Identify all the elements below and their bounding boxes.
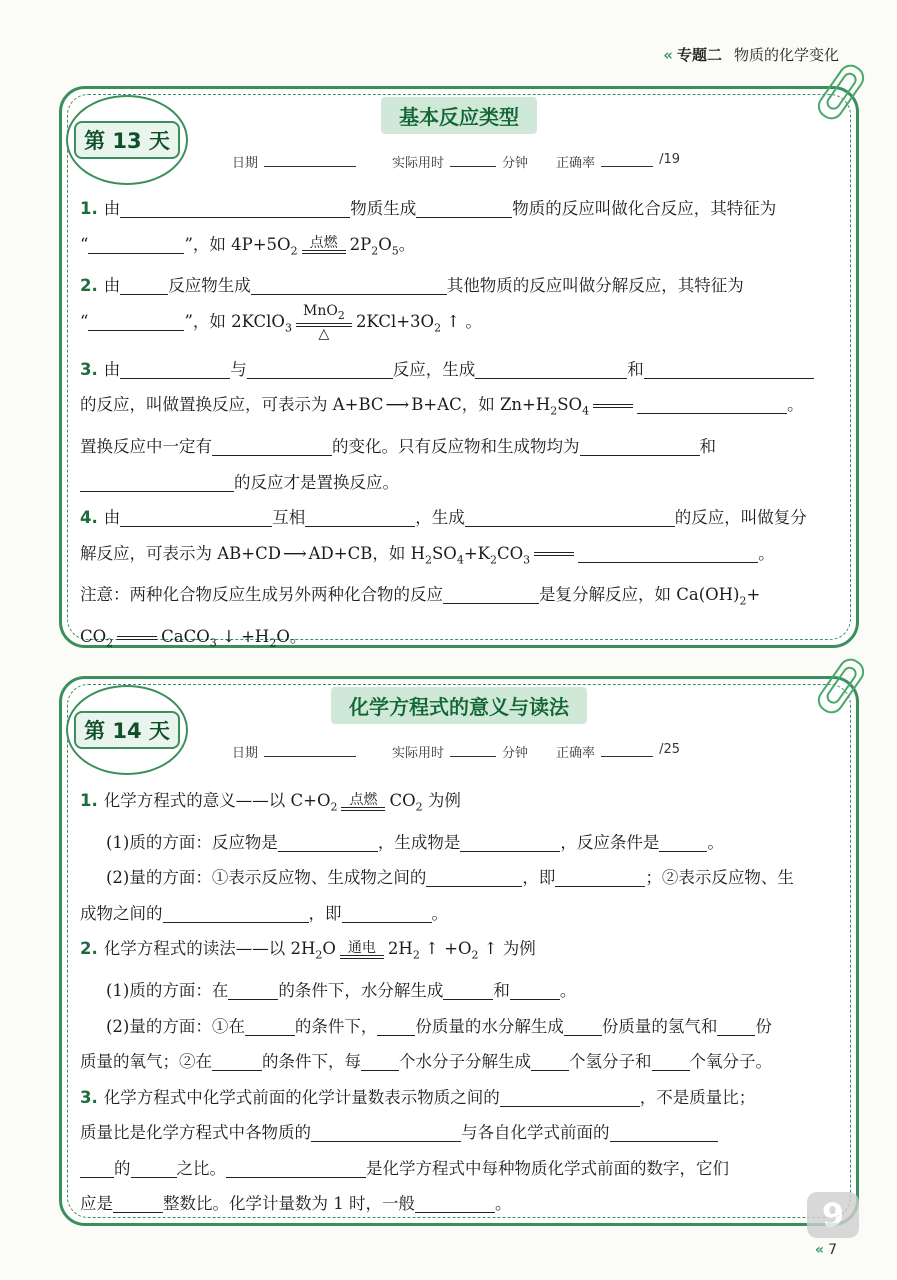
text: 个氧分子。 xyxy=(689,1052,772,1072)
question-3 xyxy=(80,1080,842,1116)
text: 整数比。化学计量数为 1 时，一般 xyxy=(163,1194,415,1214)
text: ”，如 4P+5O xyxy=(184,234,291,254)
accuracy-label: 正确率 xyxy=(556,746,596,761)
answer-blank[interactable] xyxy=(311,1123,461,1142)
answer-blank[interactable] xyxy=(131,1159,177,1178)
answer-blank[interactable] xyxy=(120,360,230,379)
text: 化学方程式的意义——以 C+O xyxy=(103,791,331,810)
subscript: 2 xyxy=(337,308,345,322)
minutes-label: 分钟 xyxy=(502,156,529,171)
text: “ xyxy=(80,234,89,254)
section-title: 基本反应类型 xyxy=(381,97,537,134)
answer-blank[interactable] xyxy=(610,1123,718,1142)
question-number: 3. xyxy=(80,1087,98,1107)
equals-sign xyxy=(117,636,157,640)
text: ，即 xyxy=(522,868,556,888)
question-number: 1. xyxy=(80,199,98,218)
answer-blank[interactable] xyxy=(120,276,168,295)
answer-blank[interactable] xyxy=(443,585,539,604)
subscript: 4 xyxy=(456,552,464,566)
reaction-condition: 点燃 xyxy=(309,235,338,251)
answer-blank[interactable] xyxy=(80,1159,114,1178)
equals-sign xyxy=(534,552,574,556)
question-1-line-2 xyxy=(80,825,842,861)
subscript: 2 xyxy=(424,552,432,566)
reaction-condition: 通电 xyxy=(347,939,376,956)
answer-blank[interactable] xyxy=(555,868,645,887)
double-chevron-icon: « xyxy=(815,1242,825,1258)
question-4 xyxy=(80,500,842,536)
reaction-equals xyxy=(341,793,385,811)
text: 互相 xyxy=(272,508,306,528)
text: 的条件下， xyxy=(294,1016,378,1036)
answer-blank[interactable] xyxy=(228,981,278,1000)
text: (1)质的方面：反应物是 xyxy=(106,832,278,852)
text: 和 xyxy=(493,981,510,1001)
text: 的变化。只有反应物和生成物均为 xyxy=(332,437,580,457)
text: 是化学方程式中每种物质化学式前面的数字，它们 xyxy=(366,1158,729,1178)
answer-blank[interactable] xyxy=(580,437,700,456)
question-2 xyxy=(80,268,842,304)
text: 个氢分子和 xyxy=(569,1052,652,1072)
text: ，即 xyxy=(308,903,342,923)
text: 的条件下，每 xyxy=(262,1052,361,1072)
reaction-equals xyxy=(340,941,384,959)
text: 置换反应中一定有 xyxy=(80,437,212,457)
answer-blank[interactable] xyxy=(659,833,707,852)
text: 。 xyxy=(787,395,804,415)
answer-blank[interactable] xyxy=(637,395,787,414)
question-number: 2. xyxy=(80,939,98,959)
text: ，不是质量比； xyxy=(639,1087,756,1107)
answer-blank[interactable] xyxy=(113,1194,163,1213)
subscript: 2 xyxy=(269,636,277,650)
subscript: 2 xyxy=(489,552,497,566)
question-3-line-4 xyxy=(80,1186,842,1222)
text: 的条件下，水分解生成 xyxy=(278,981,444,1001)
question-3-line-2 xyxy=(80,387,842,429)
text: ”，如 2KClO xyxy=(184,311,285,331)
text: SO xyxy=(431,543,457,563)
subscript: 2 xyxy=(412,948,420,962)
time-used-label: 实际用时 xyxy=(392,746,445,761)
question-3-line-3 xyxy=(80,429,842,465)
accuracy-total: /19 xyxy=(659,152,680,167)
watermark-logo: 9 xyxy=(807,1192,859,1238)
answer-blank[interactable] xyxy=(510,981,560,1000)
text: SO xyxy=(557,395,583,415)
text: 。 xyxy=(707,832,724,852)
text: CO xyxy=(496,543,524,563)
text: 物质生成 xyxy=(350,199,417,218)
text: 的 xyxy=(114,1158,131,1178)
reaction-equals xyxy=(302,236,346,254)
subscript: 2 xyxy=(330,800,338,814)
text: (1)质的方面：在 xyxy=(106,981,229,1001)
answer-blank[interactable] xyxy=(500,1088,640,1107)
time-blank[interactable] xyxy=(450,152,496,167)
answer-blank[interactable] xyxy=(305,508,415,527)
answer-blank[interactable] xyxy=(163,904,309,923)
question-1-line-2 xyxy=(80,227,842,269)
equals-sign xyxy=(593,404,633,408)
text: 2H xyxy=(387,939,413,959)
arrow-icon: ⟶ xyxy=(282,543,307,563)
answer-blank[interactable] xyxy=(120,199,350,218)
text: O。 xyxy=(276,627,307,647)
text: 个水分子分解生成 xyxy=(399,1052,531,1072)
answer-blank[interactable] xyxy=(278,833,378,852)
text: 质量的氧气；②在 xyxy=(80,1052,212,1072)
question-4-line-2 xyxy=(80,536,842,578)
question-2-line-2 xyxy=(80,304,842,352)
question-number: 2. xyxy=(80,276,98,296)
answer-blank[interactable] xyxy=(460,833,560,852)
text: 。 xyxy=(431,903,448,923)
answer-blank[interactable] xyxy=(531,1052,569,1071)
text: (2)量的方面：①在 xyxy=(106,1016,245,1036)
text: 化学方程式中化学式前面的化学计量数表示物质之间的 xyxy=(103,1087,500,1107)
answer-blank[interactable] xyxy=(443,981,493,1000)
text: 的反应，叫做置换反应，可表示为 A+BC xyxy=(80,395,384,415)
text: ↓ +H xyxy=(216,627,270,647)
meta-row xyxy=(232,742,680,761)
text: 与各自化学式前面的 xyxy=(461,1123,610,1143)
text: ，生成 xyxy=(415,508,465,528)
text: + xyxy=(746,585,761,605)
subscript: 2 xyxy=(371,243,379,257)
accuracy-total: /25 xyxy=(659,742,680,757)
section-title: 化学方程式的意义与读法 xyxy=(331,687,587,724)
text: 是复分解反应，如 Ca(OH) xyxy=(539,585,740,605)
page-number-value: 7 xyxy=(828,1242,837,1258)
text: 。 xyxy=(559,981,577,1001)
subscript: 2 xyxy=(315,948,323,962)
day-badge xyxy=(66,685,188,775)
question-2 xyxy=(80,931,842,973)
text: 化学方程式的读法——以 2H xyxy=(103,939,316,959)
text: CaCO xyxy=(161,627,210,647)
question-2-line-4 xyxy=(80,1044,842,1080)
answer-blank[interactable] xyxy=(212,437,332,456)
answer-blank[interactable] xyxy=(245,1017,295,1036)
text: 应是 xyxy=(80,1194,113,1214)
text: 其他物质的反应叫做分解反应，其特征为 xyxy=(446,276,744,296)
answer-blank[interactable] xyxy=(342,904,432,923)
subscript: 2 xyxy=(550,404,558,418)
text: 之比。 xyxy=(176,1158,226,1178)
text: 和 xyxy=(627,359,644,379)
topic-subtitle: 物质的化学变化 xyxy=(733,46,839,64)
text: CO xyxy=(80,627,107,647)
text: 份质量的水分解生成 xyxy=(415,1016,564,1036)
subscript: 2 xyxy=(739,594,747,608)
heat-symbol: △ xyxy=(318,325,330,342)
text: ↑ +O xyxy=(419,939,472,959)
text: 成物之间的 xyxy=(80,903,163,923)
subscript: 3 xyxy=(209,636,217,650)
text: 反应，生成 xyxy=(392,359,476,379)
topic-label: 专题二 xyxy=(676,46,722,64)
text: AD+CB，如 H xyxy=(308,543,425,563)
subscript: 2 xyxy=(434,321,442,335)
subscript: 3 xyxy=(523,552,531,566)
accuracy-blank[interactable] xyxy=(601,742,653,757)
answer-blank[interactable] xyxy=(644,360,814,379)
day-label: 第 14 天 xyxy=(74,711,180,749)
question-3 xyxy=(80,352,842,388)
double-chevron-icon: « xyxy=(663,45,671,64)
reaction-equals xyxy=(296,304,352,341)
answer-blank[interactable] xyxy=(88,235,184,254)
answer-blank[interactable] xyxy=(652,1052,690,1071)
page-number xyxy=(815,1242,837,1258)
subscript: 2 xyxy=(290,243,298,257)
date-blank[interactable] xyxy=(264,742,356,757)
text: 注意：两种化合物反应生成另外两种化合物的反应 xyxy=(80,585,443,605)
answer-blank[interactable] xyxy=(415,1194,495,1213)
text: 份 xyxy=(755,1016,772,1036)
answer-blank[interactable] xyxy=(88,312,184,331)
question-4-line-4 xyxy=(80,619,842,661)
text: 与 xyxy=(230,359,247,379)
answer-blank[interactable] xyxy=(251,276,447,295)
answer-blank[interactable] xyxy=(564,1017,602,1036)
answer-blank[interactable] xyxy=(426,868,522,887)
text: 由 xyxy=(103,199,121,218)
text: 由 xyxy=(103,508,121,528)
text: 的反应才是置换反应。 xyxy=(234,472,399,492)
reaction-condition: 点燃 xyxy=(349,791,378,808)
day-13-card xyxy=(59,86,859,648)
text: 份质量的氢气和 xyxy=(601,1016,718,1036)
text: 解反应，可表示为 AB+CD xyxy=(80,543,281,563)
questions xyxy=(80,783,842,1222)
answer-blank[interactable] xyxy=(247,360,393,379)
answer-blank[interactable] xyxy=(475,360,627,379)
text: B+AC，如 Zn+H xyxy=(411,395,551,415)
question-1 xyxy=(80,783,842,825)
text: +K xyxy=(463,543,490,563)
text: 。 xyxy=(758,543,775,563)
date-label: 日期 xyxy=(232,156,259,171)
text: ↑ 为例 xyxy=(478,939,536,959)
catalyst: MnO xyxy=(303,302,338,319)
answer-blank[interactable] xyxy=(717,1017,755,1036)
page-header xyxy=(663,44,839,65)
text: ；②表示反应物、生 xyxy=(645,868,794,888)
question-1-line-3 xyxy=(80,860,842,896)
date-label: 日期 xyxy=(232,746,259,761)
text: ↑ 。 xyxy=(441,311,482,331)
text: 。 xyxy=(398,234,416,254)
question-2-line-3 xyxy=(80,1009,842,1045)
answer-blank[interactable] xyxy=(80,473,234,492)
text: 的反应，叫做复分 xyxy=(674,508,807,528)
time-used-label: 实际用时 xyxy=(392,156,445,171)
question-3-line-3 xyxy=(80,1151,842,1187)
day-14-card xyxy=(59,676,859,1226)
text: ，生成物是 xyxy=(377,832,461,852)
minutes-label: 分钟 xyxy=(502,746,529,761)
answer-blank[interactable] xyxy=(416,199,512,218)
answer-blank[interactable] xyxy=(361,1052,399,1071)
time-blank[interactable] xyxy=(450,742,496,757)
day-badge xyxy=(66,95,188,185)
arrow-icon: ⟶ xyxy=(385,395,410,415)
date-blank[interactable] xyxy=(264,152,356,167)
answer-blank[interactable] xyxy=(226,1159,366,1178)
text: (2)量的方面：①表示反应物、生成物之间的 xyxy=(106,868,427,888)
text: “ xyxy=(80,311,89,331)
day-label: 第 13 天 xyxy=(74,121,180,159)
text: 由 xyxy=(103,359,121,379)
text: O xyxy=(378,234,392,254)
text: 。 xyxy=(495,1194,512,1214)
question-3-line-4 xyxy=(80,465,842,501)
question-3-line-2 xyxy=(80,1115,842,1151)
question-number: 4. xyxy=(80,508,98,528)
answer-blank[interactable] xyxy=(465,508,675,527)
question-number: 1. xyxy=(80,791,98,810)
answer-blank[interactable] xyxy=(120,508,272,527)
question-number: 3. xyxy=(80,359,98,379)
subscript: 5 xyxy=(391,243,399,257)
subscript: 2 xyxy=(471,948,479,962)
text: 物质的反应叫做化合反应，其特征为 xyxy=(512,199,777,218)
answer-blank[interactable] xyxy=(212,1052,262,1071)
question-1 xyxy=(80,191,842,227)
answer-blank[interactable] xyxy=(578,544,758,563)
question-1-line-4 xyxy=(80,896,842,932)
text: ，反应条件是 xyxy=(560,832,660,852)
text: 由 xyxy=(103,276,121,296)
accuracy-label: 正确率 xyxy=(556,156,596,171)
text: 和 xyxy=(699,437,716,457)
question-4-line-3 xyxy=(80,577,842,619)
meta-row xyxy=(232,152,680,171)
text: O xyxy=(322,939,336,959)
subscript: 3 xyxy=(284,321,292,335)
subscript: 2 xyxy=(106,636,114,650)
subscript: 4 xyxy=(582,404,590,418)
text: 反应物生成 xyxy=(168,276,251,296)
text: 2P xyxy=(349,234,372,254)
text: CO xyxy=(389,791,416,810)
subscript: 2 xyxy=(415,800,423,814)
accuracy-blank[interactable] xyxy=(601,152,653,167)
answer-blank[interactable] xyxy=(377,1017,415,1036)
question-2-line-2 xyxy=(80,973,842,1009)
questions xyxy=(80,191,842,661)
text: 为例 xyxy=(422,791,461,810)
text: 质量比是化学方程式中各物质的 xyxy=(80,1123,311,1143)
text: 2KCl+3O xyxy=(355,311,435,331)
